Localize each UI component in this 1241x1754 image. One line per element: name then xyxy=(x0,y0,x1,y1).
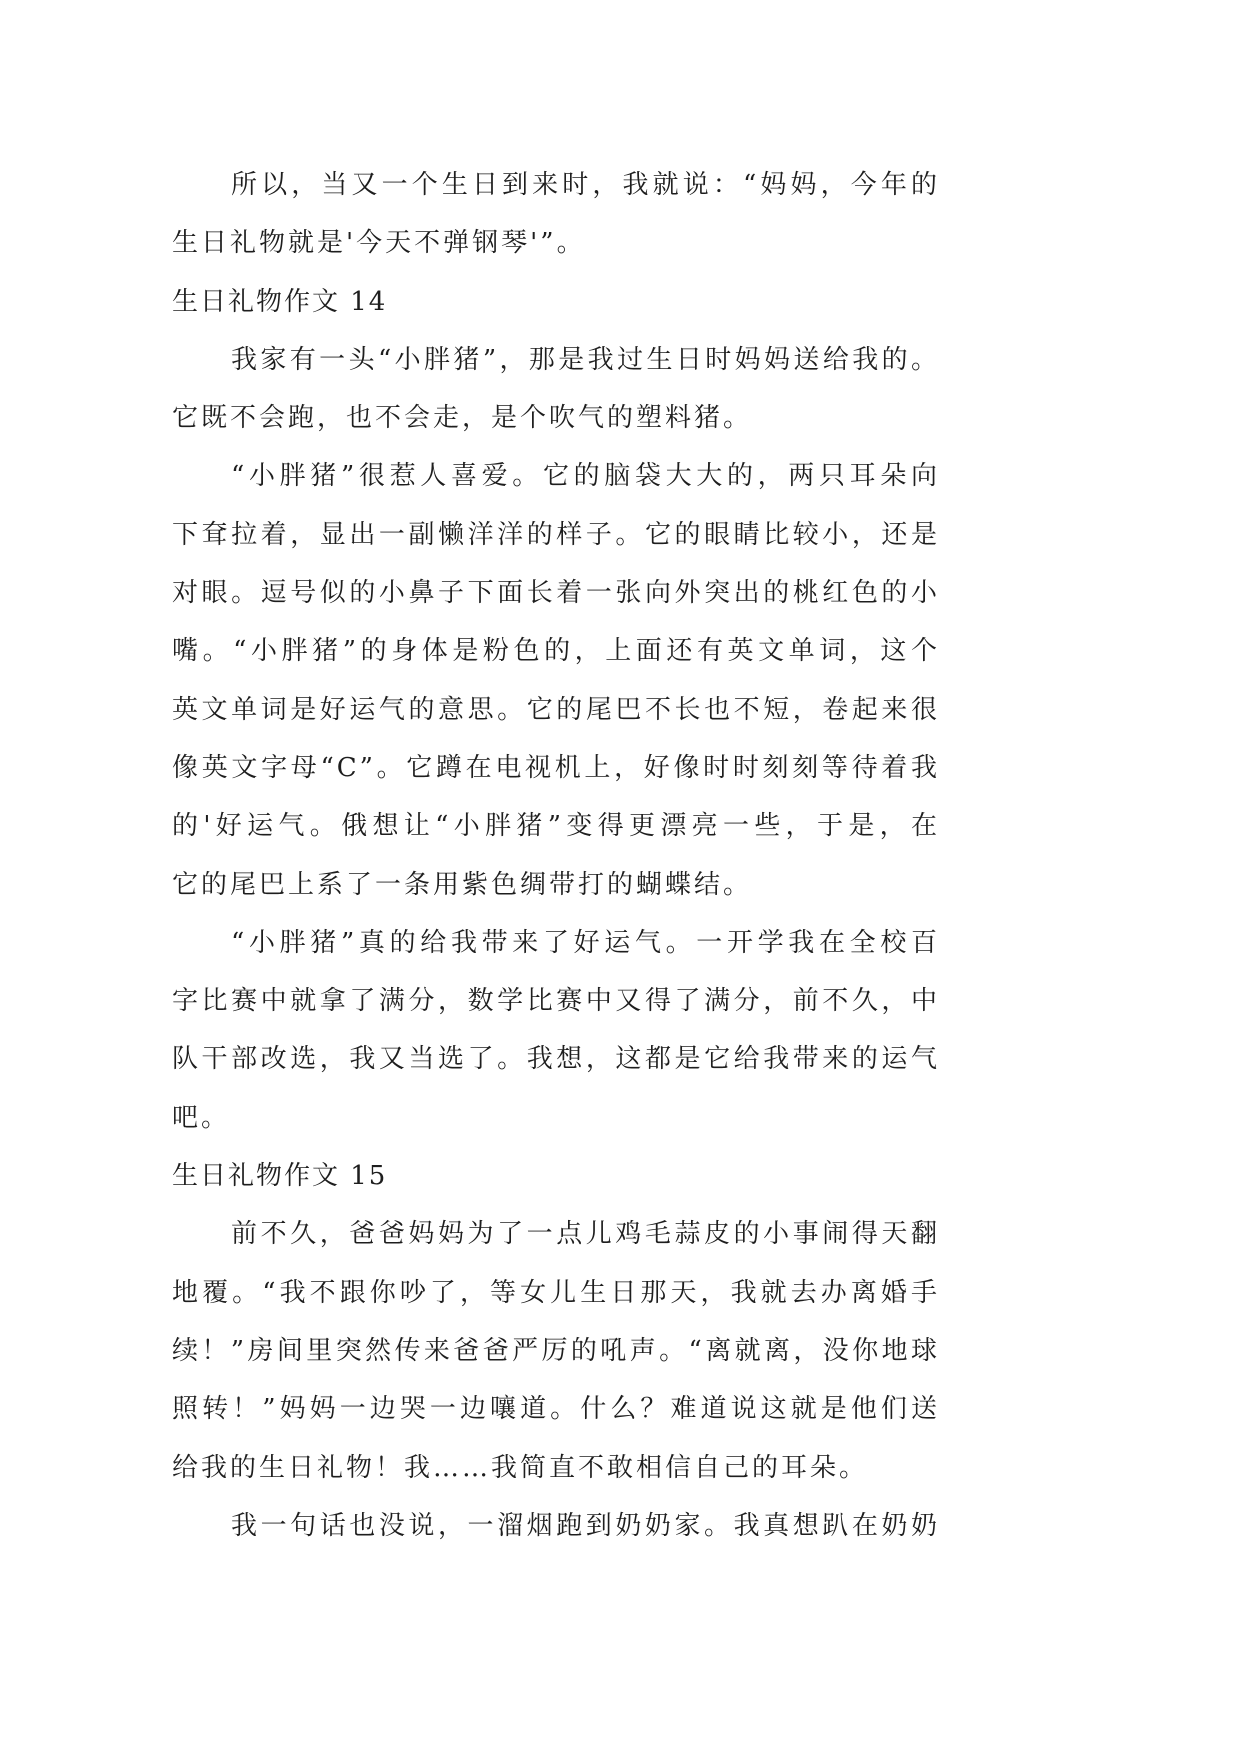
paragraph xyxy=(172,447,940,913)
paragraph xyxy=(172,1205,940,1496)
paragraph-line: 对眼。逗号似的小鼻子下面长着一张向外突出的桃红色的小 xyxy=(172,578,940,609)
essay-section-15 xyxy=(172,1147,940,1555)
paragraph-line: 照转！”妈妈一边哭一边嚷道。什么？难道说这就是他们送 xyxy=(172,1394,940,1425)
paragraph-line: 的'好运气。俄想让“小胖猪”变得更漂亮一些，于是，在 xyxy=(172,811,940,842)
paragraph-line: 续！”房间里突然传来爸爸严厉的吼声。“离就离，没你地球 xyxy=(172,1335,940,1366)
paragraph-line: 前不久，爸爸妈妈为了一点儿鸡毛蒜皮的小事闹得天翻 xyxy=(231,1219,940,1250)
paragraph-line: 地覆。“我不跟你吵了，等女儿生日那天，我就去办离婚手 xyxy=(172,1277,940,1308)
paragraph-line: 吧。 xyxy=(172,1102,231,1133)
section-heading: 生日礼物作文 14 xyxy=(172,286,388,317)
paragraph-line: 像英文字母“C”。它蹲在电视机上，好像时时刻刻等待着我 xyxy=(172,752,940,783)
paragraph-line: 嘴。“小胖猪”的身体是粉色的，上面还有英文单词，这个 xyxy=(172,636,940,667)
paragraph xyxy=(172,331,940,448)
paragraph-line: 给我的生日礼物！我……我简直不敢相信自己的耳朵。 xyxy=(172,1452,869,1483)
paragraph xyxy=(172,1497,940,1555)
essay-section-14 xyxy=(172,273,940,1147)
paragraph-line: 它的尾巴上系了一条用紫色绸带打的蝴蝶结。 xyxy=(172,869,753,900)
paragraph-line: 队干部改选，我又当选了。我想，这都是它给我带来的运气 xyxy=(172,1044,940,1075)
paragraph-line: 它既不会跑，也不会走，是个吹气的塑料猪。 xyxy=(172,403,753,434)
paragraph-line: “小胖猪”真的给我带来了好运气。一开学我在全校百 xyxy=(231,927,940,958)
paragraph-line: 我家有一头“小胖猪”，那是我过生日时妈妈送给我的。 xyxy=(231,344,940,375)
paragraph-line: 我一句话也没说，一溜烟跑到奶奶家。我真想趴在奶奶 xyxy=(231,1510,940,1541)
paragraph-line: “小胖猪”很惹人喜爱。它的脑袋大大的，两只耳朵向 xyxy=(231,461,940,492)
paragraph-line: 英文单词是好运气的意思。它的尾巴不长也不短，卷起来很 xyxy=(172,694,940,725)
paragraph-line: 生日礼物就是'今天不弹钢琴'”。 xyxy=(172,228,586,259)
paragraph xyxy=(172,914,940,1147)
paragraph-line: 字比赛中就拿了满分，数学比赛中又得了满分，前不久，中 xyxy=(172,986,940,1017)
paragraph-line: 下耷拉着，显出一副懒洋洋的样子。它的眼睛比较小，还是 xyxy=(172,519,940,550)
paragraph xyxy=(172,156,940,273)
document-body xyxy=(172,156,940,1555)
section-heading: 生日礼物作文 15 xyxy=(172,1161,388,1192)
paragraph-line: 所以，当又一个生日到来时，我就说：“妈妈，今年的 xyxy=(231,170,940,200)
